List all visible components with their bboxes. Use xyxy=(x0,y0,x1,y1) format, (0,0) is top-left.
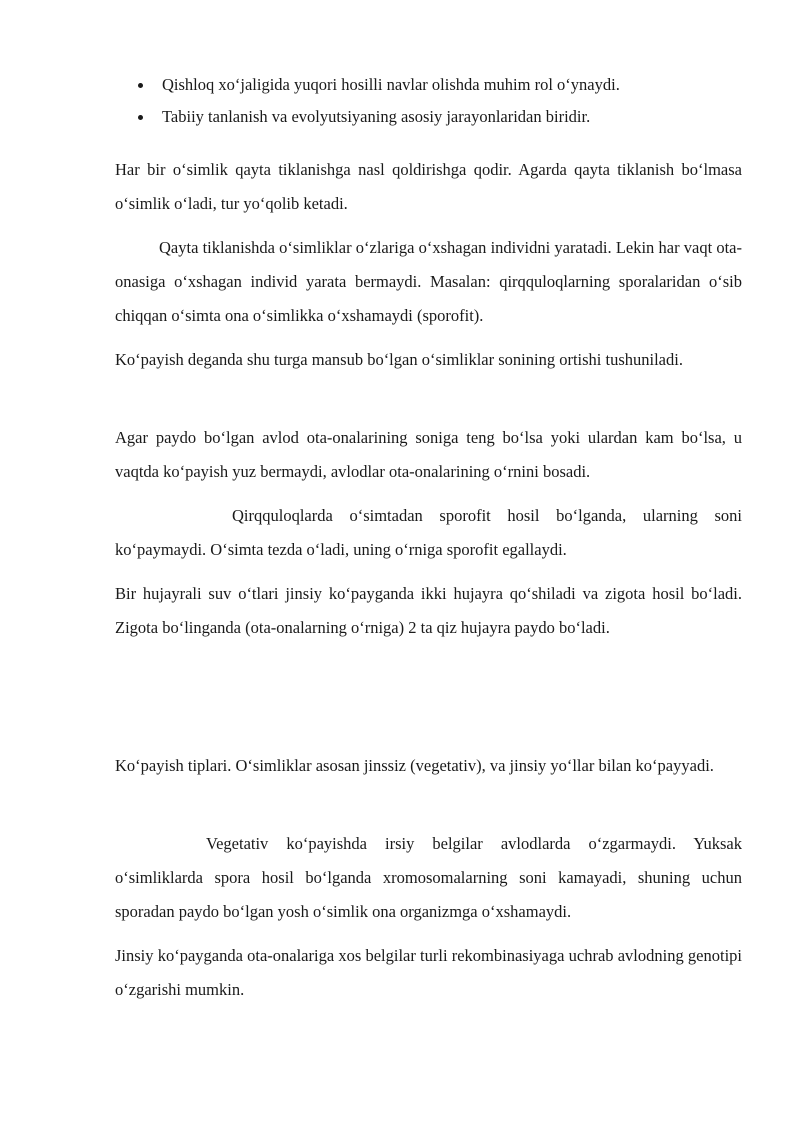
bullet-item xyxy=(134,106,754,138)
bullet-text: Qishloq xo‘jaligida yuqori hosilli navlar olishda muhim rol o‘ynaydi. xyxy=(162,75,620,94)
bullet-list xyxy=(134,74,754,138)
paragraph: Qayta tiklanishda o‘simliklar o‘zlariga o‘xshagan individni yaratadi. Lekin har vaqt ota-onasiga o‘xshagan individ yarata bermaydi. Masalan: qirqquloqlarning sporalaridan o‘sib chiqqan o‘simta ona o‘simlikka o‘xshamaydi (sporofit). xyxy=(115,238,742,325)
paragraph: Vegetativ ko‘payishda irsiy belgilar avlodlarda o‘zgarmaydi. Yuksak o‘simliklarda spora hosil bo‘lganda xromosomalarning soni kamayadi, shuning uchun sporadan paydo bo‘lgan yosh o‘simlik ona organizmga o‘xshamaydi. xyxy=(115,834,742,921)
paragraph: Bir hujayrali suv o‘tlari jinsiy ko‘payganda ikki hujayra qo‘shiladi va zigota hosil bo‘ladi. Zigota bo‘linganda (ota-onalarning o‘rniga) 2 ta qiz hujayra paydo bo‘ladi. xyxy=(115,584,742,637)
bullet-text: Tabiiy tanlanish va evolyutsiyaning asosiy jarayonlaridan biridir. xyxy=(162,107,591,126)
paragraph: Ko‘payish deganda shu turga mansub bo‘lgan o‘simliklar sonining ortishi tushuniladi. xyxy=(115,350,683,369)
bullet-item xyxy=(134,74,754,106)
paragraph: Jinsiy ko‘payganda ota-onalariga xos belgilar turli rekombinasiyaga uchrab avlodning genotipi o‘zgarishi mumkin. xyxy=(115,946,742,999)
paragraph: Qirqquloqlarda o‘simtadan sporofit hosil bo‘lganda, ularning soni ko‘paymaydi. O‘simta tezda o‘ladi, uning o‘rniga sporofit egallaydi. xyxy=(115,506,742,559)
bullet-dot-icon xyxy=(138,83,143,88)
paragraph: Agar paydo bo‘lgan avlod ota-onalarining soniga teng bo‘lsa yoki ulardan kam bo‘lsa, u vaqtda ko‘payish yuz bermaydi, avlodlar ota-onalarining o‘rnini bosadi. xyxy=(115,428,742,481)
bullet-dot-icon xyxy=(138,115,143,120)
section-paragraph: Ko‘payish tiplari. O‘simliklar asosan jinssiz (vegetativ), va jinsiy yo‘llar bilan ko‘payyadi. xyxy=(115,756,714,775)
paragraph: Har bir o‘simlik qayta tiklanishga nasl qoldirishga qodir. Agarda qayta tiklanish bo‘lmasa o‘simlik o‘ladi, tur yo‘qolib ketadi. xyxy=(115,160,742,213)
